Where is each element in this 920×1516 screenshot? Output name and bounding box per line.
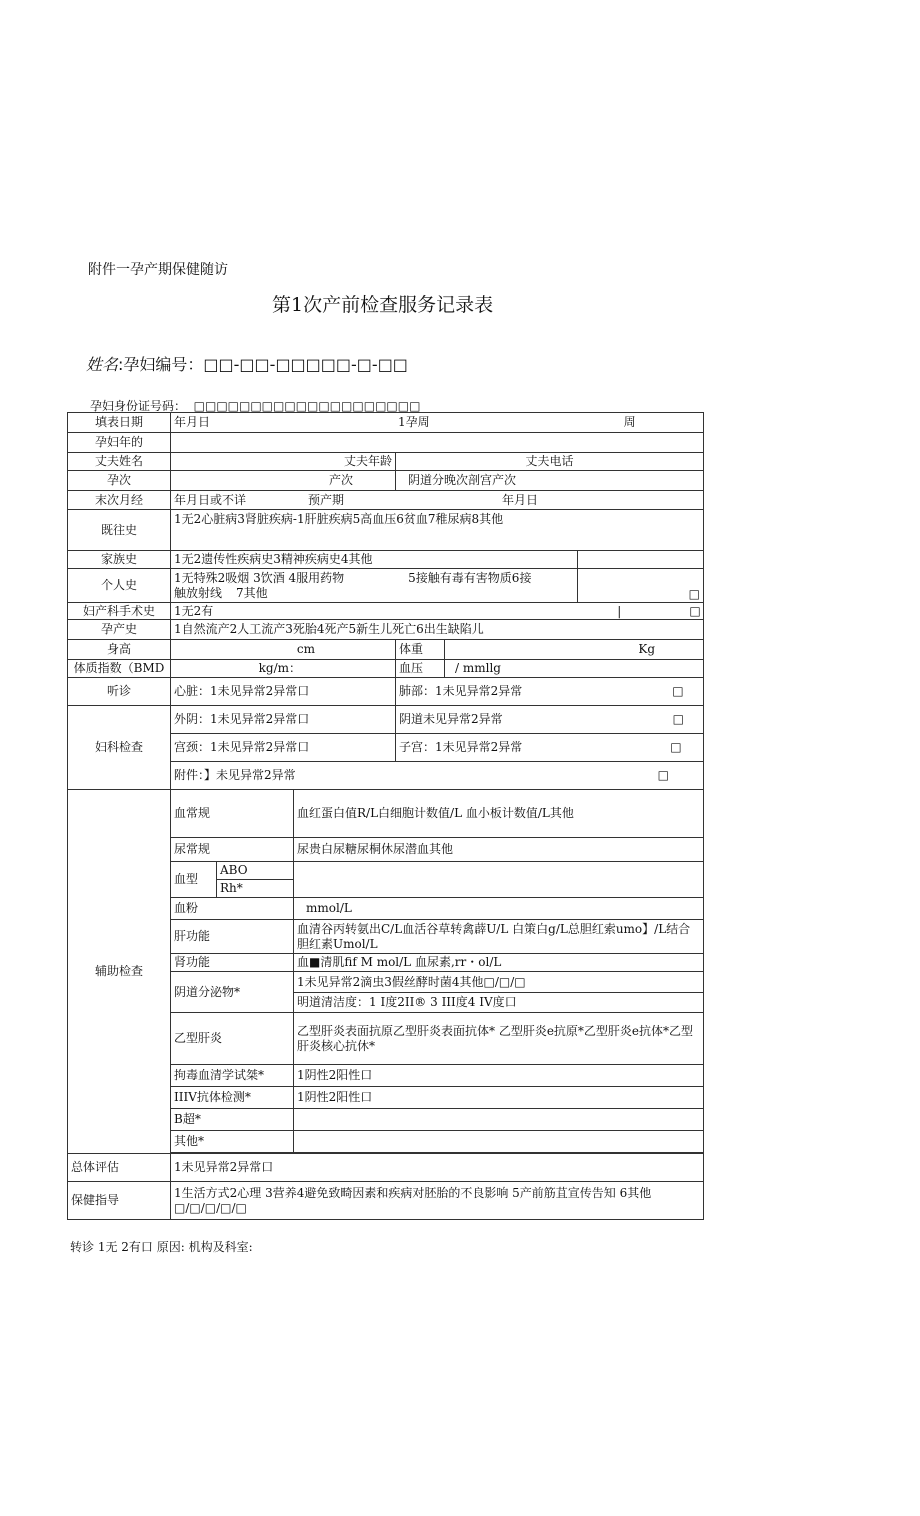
name-colon: : <box>118 355 124 374</box>
transfer-line: 转诊 1无 2有口 原因: 机构及科室: <box>70 1240 253 1254</box>
liver-label: 肝功能 <box>171 920 294 954</box>
kidney-value[interactable]: 血■清肌fif M mol/L 血尿素,rr・ol/L <box>294 954 704 972</box>
obstetric-label: 孕产史 <box>68 620 171 640</box>
overall-value[interactable]: 1未见异常2异常口 <box>171 1154 704 1182</box>
urine-routine-value[interactable]: 尿贵白尿糖尿桐休尿潜血其他 <box>294 838 704 862</box>
delivery-label: 阴道分晚次剖宫产次 <box>396 471 704 491</box>
row-gyn-surgery <box>68 603 704 620</box>
lmp-value[interactable]: 年月日或不详 预产期 年月日 <box>171 491 704 510</box>
row-auscultation <box>68 678 704 706</box>
personal-value[interactable]: 1无特殊2吸烟 3饮酒 4服用药物 5接触有毒有害物质6接 触放射线 7其他 <box>171 569 578 603</box>
uterus-value[interactable]: 子宫：1未见异常2异常 □ <box>396 734 704 762</box>
liver-value[interactable]: 血清谷丙转氨出C/L血活谷草转禽薜U/L 白策白g/L总胆红索umo】/L结合胆红素Umol/L <box>294 920 704 954</box>
idcard-boxes: □□□□□□□□□□□□□□□□□□□□ <box>193 399 421 413</box>
gyn-surgery-value[interactable]: 1无2有 | □ <box>171 603 704 620</box>
attachment-label: 附件一孕产期保健随访 <box>88 262 228 278</box>
hepb-value[interactable]: 乙型肝炎表面抗原乙型肝炎表面抗体* 乙型肝炎e抗原*乙型肝炎e抗体*乙型肝炎核心抗休* <box>294 1013 704 1065</box>
abo-label: ABO <box>217 862 294 880</box>
parity-label: 产次 <box>171 471 396 491</box>
hiv-value[interactable]: 1阴性2阳性口 <box>294 1087 704 1109</box>
record-form-table <box>67 412 704 1220</box>
lung-checkbox[interactable]: □ <box>672 684 684 698</box>
page-title: 第1次产前检查服务记录表 <box>272 294 494 316</box>
idcard-label: 孕妇身份证号码： <box>90 399 187 413</box>
syphilis-value[interactable]: 1阴性2阳性口 <box>294 1065 704 1087</box>
vagina-value[interactable]: 阴道未见异常2异常 □ <box>396 706 704 734</box>
fill-date-value[interactable]: 年月日 1孕周 周 <box>171 413 704 433</box>
family-label: 家族史 <box>68 551 171 569</box>
vaginal-label: 阴道分泌物* <box>171 972 294 1013</box>
aux-exam-label: 辅助检查 <box>68 790 171 1154</box>
name-label: 姓名 <box>86 355 119 374</box>
row-lmp <box>68 491 704 510</box>
other-value[interactable] <box>294 1131 704 1153</box>
vagina-checkbox[interactable]: □ <box>672 712 684 726</box>
height-label: 身高 <box>68 640 171 660</box>
row-fill-date <box>68 413 704 433</box>
row-obstetric <box>68 620 704 640</box>
row-husband <box>68 453 704 471</box>
uterus-checkbox[interactable]: □ <box>670 740 682 754</box>
weight-unit[interactable]: Kg <box>445 640 704 660</box>
guidance-label: 保健指导 <box>68 1182 171 1220</box>
vaginal-value-2[interactable]: 明道清洁度：1 I度2II® 3 III度4 IV度口 <box>294 993 704 1013</box>
row-personal <box>68 569 704 603</box>
row-blood-routine <box>68 790 704 838</box>
id-boxes: □□-□□-□□□□□-□-□□ <box>203 355 408 374</box>
husband-age-label: 丈夫年龄 <box>171 453 396 471</box>
hepb-label: 乙型肝炎 <box>171 1013 294 1065</box>
heart-value[interactable]: 心脏：1未见异常2异常口 <box>171 678 396 706</box>
blood-routine-label: 血常规 <box>171 790 294 838</box>
husband-name-label: 丈夫姓名 <box>68 453 171 471</box>
gyn-surgery-label: 妇产科手术史 <box>68 603 171 620</box>
bus-label: B超* <box>171 1109 294 1131</box>
bp-unit[interactable]: / mmllg <box>445 660 704 678</box>
personal-checkbox[interactable]: □ <box>578 569 704 603</box>
gyn-exam-label: 妇科检查 <box>68 706 171 790</box>
row-history <box>68 510 704 551</box>
other-label: 其他* <box>171 1131 294 1153</box>
husband-phone-label: 丈夫电话 <box>396 453 704 471</box>
blood-routine-value[interactable]: 血红蛋白值R/L白细胞计数值/L 血小板计数值/L其他 <box>294 790 704 838</box>
fill-date-label: 填表日期 <box>68 413 171 433</box>
age-value[interactable] <box>171 433 704 453</box>
row-gyn-vulva <box>68 706 704 734</box>
bus-value[interactable] <box>294 1109 704 1131</box>
row-pregnancy <box>68 471 704 491</box>
adnexa-value[interactable]: 附件：】未见异常2异常 □ <box>171 762 704 790</box>
row-age <box>68 433 704 453</box>
hiv-label: IIIV抗体检测* <box>171 1087 294 1109</box>
cervix-value[interactable]: 宫颈：1未见异常2异常口 <box>171 734 396 762</box>
height-unit[interactable]: cm <box>171 640 396 660</box>
rh-label: Rh* <box>217 880 294 898</box>
age-label: 孕妇年的 <box>68 433 171 453</box>
row-family <box>68 551 704 569</box>
vulva-value[interactable]: 外阴：1未见异常2异常口 <box>171 706 396 734</box>
history-value[interactable]: 1无2心脏病3肾脏疾病-1肝脏疾病5高血压6贫血7稚尿病8其他 <box>171 510 704 551</box>
bp-label: 血压 <box>396 660 445 678</box>
lung-value[interactable]: 肺部：1未见异常2异常 □ <box>396 678 704 706</box>
weight-label: 体重 <box>396 640 445 660</box>
guidance-value[interactable]: 1生活方式2心理 3营养4避免致畸因素和疾病对胚胎的不良影响 5产前筋苴宣传告知 6其他 □/□/□/□/□ <box>171 1182 704 1220</box>
id-label: 孕妇编号： <box>123 355 204 374</box>
adnexa-checkbox[interactable]: □ <box>657 768 669 782</box>
row-bmi <box>68 660 704 678</box>
name-id-line <box>86 352 408 375</box>
overall-label: 总体评估 <box>68 1154 171 1182</box>
glucose-value[interactable]: mmol/L <box>294 898 704 920</box>
glucose-label: 血粉 <box>171 898 294 920</box>
kidney-label: 肾功能 <box>171 954 294 972</box>
personal-label: 个人史 <box>68 569 171 603</box>
bmi-label: 体质指数（BMD <box>68 660 171 678</box>
urine-routine-label: 尿常规 <box>171 838 294 862</box>
blood-type-value[interactable] <box>294 862 704 898</box>
bmi-unit[interactable]: kg/m： <box>171 660 396 678</box>
family-box[interactable] <box>578 551 704 569</box>
gravida-label: 孕次 <box>68 471 171 491</box>
auscultation-label: 听诊 <box>68 678 171 706</box>
row-height <box>68 640 704 660</box>
history-label: 既往史 <box>68 510 171 551</box>
row-guidance <box>68 1182 704 1220</box>
blood-type-label: 血型 <box>171 862 217 898</box>
lmp-label: 末次月经 <box>68 491 171 510</box>
obstetric-value[interactable]: 1自然流产2人工流产3死胎4死产5新生儿死亡6出生缺陷儿 <box>171 620 704 640</box>
vaginal-value-1[interactable]: 1未见异常2滴虫3假丝酵时菌4其他□/□/□ <box>294 972 704 993</box>
family-value[interactable]: 1无2遗传性疾病史3精神疾病史4其他 <box>171 551 578 569</box>
row-overall <box>68 1154 704 1182</box>
syphilis-label: 拘毒血清学试桀* <box>171 1065 294 1087</box>
